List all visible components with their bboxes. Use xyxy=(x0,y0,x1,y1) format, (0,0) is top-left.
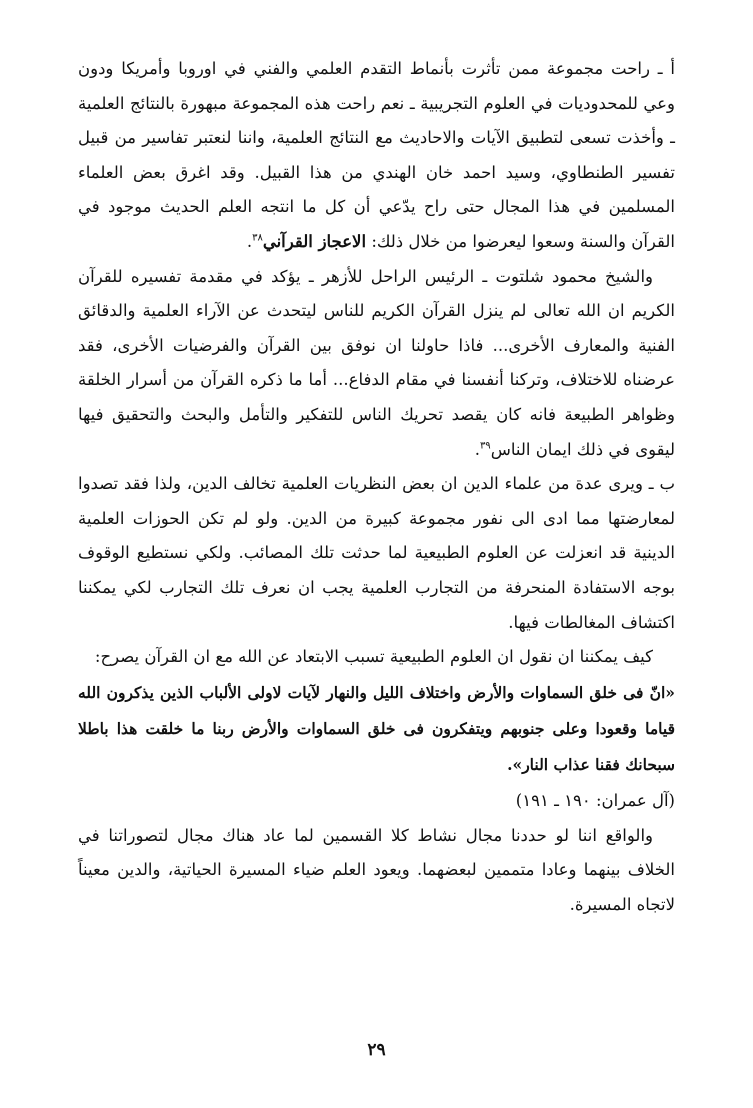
paragraph-2-end: . xyxy=(474,439,480,459)
paragraph-1-emphasis: الاعجاز القرآني xyxy=(262,231,367,251)
paragraph-4-text: كيف يمكننا ان نقول ان العلوم الطبيعية تسبب الابتعاد عن الله مع ان القرآن يصرح: xyxy=(94,647,653,667)
page-body xyxy=(78,52,675,1052)
paragraph-5 xyxy=(78,819,675,923)
paragraph-3-text: ب ـ ويرى عدة من علماء الدين ان بعض النظريات العلمية تخالف الدين، ولذا فقد تصدوا لمعارضتها مما ادى الى نفور مجموعة كبيرة من الدين. ولو لم تكن الحوزات العلمية الدينية قد انعزلت عن العلوم الطبيعية لما حدثت تلك المصائب. ولكي نستطيع الوقوف بوجه الاستفادة المنحرفة من التجارب العلمية يجب ان نعرف تلك التجارب لكي يمكننا اكتشاف المغالطات فيها. xyxy=(78,474,675,632)
paragraph-1-end: . xyxy=(246,231,253,251)
paragraph-5-text: والواقع اننا لو حددنا مجال نشاط كلا القسمين لما عاد هناك مجال لتصوراتنا في الخلاف بينهما وعادا متممين لبعضهما. ويعود العلم ضياء المسيرة الحياتية، والدين معيناً لاتجاه المسيرة. xyxy=(78,825,675,914)
quran-verse-text: «انّ فى خلق السماوات والأرض واختلاف الليل والنهار لآيات لاولى الألباب الذين يذكرون الله قياما وقعودا وعلى جنوبهم ويتفكرون فى خلق السماوات والأرض ربنا ما خلقت هذا باطلا سبحانك فقنا عذاب النار». xyxy=(78,682,675,774)
footnote-ref-39: ٣٩ xyxy=(479,440,491,452)
verse-reference: (آل عمران: ١٩٠ ـ ١٩١) xyxy=(515,790,675,810)
paragraph-1 xyxy=(78,52,675,260)
paragraph-3 xyxy=(78,467,675,640)
footnote-ref-38: ٣٨ xyxy=(252,232,263,244)
paragraph-1-text: أ ـ راحت مجموعة ممن تأثرت بأنماط التقدم العلمي والفني في اوروبا وأمريكا ودون وعي للمحدوديات في العلوم التجريبية ـ نعم راحت هذه المجموعة مبهورة بالنتائج العلمية ـ وأخذت تسعى لتطبيق الآيات والاحاديث مع النتائج العلمية، واننا لنعتبر تفاسير من قبيل تفسير الطنطاوي، وسيد احمد خان الهندي من هذا القبيل. وقد اغرق بعض العلماء المسلمين في هذا المجال حتى راح يدّعي أن كل ما انتجه العلم الحديث موجود في القرآن والسنة وسعوا ليعرضوا من خلال ذلك: xyxy=(78,59,675,251)
paragraph-2-text: والشيخ محمود شلتوت ـ الرئيس الراحل للأزهر ـ يؤكد في مقدمة تفسيره للقرآن الكريم ان الله تعالى لم ينزل القرآن الكريم للناس ليتحدث عن الآراء العلمية والدقائق الفنية والمعارف الأخرى... فاذا حاولنا ان نوفق بين القرآن والفرضيات الأخرى، فقد عرضناه للاختلاف، وتركنا أنفسنا في مقام الدفاع... أما ما ذكره القرآن من أسرار الخلقة وظواهر الطبيعة فانه كان يقصد تحريك الناس للتفكير والتأمل والبحث والتحقيق فيها ليقوى في ذلك ايمان الناس xyxy=(78,266,675,459)
paragraph-4 xyxy=(78,640,675,675)
paragraph-2 xyxy=(78,260,675,468)
quran-verse xyxy=(78,675,675,783)
page-number: ٢٩ xyxy=(367,1040,386,1060)
